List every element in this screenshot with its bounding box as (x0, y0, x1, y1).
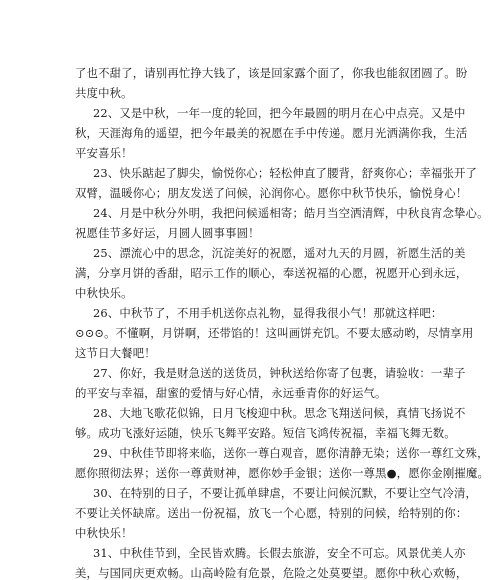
paragraph-31-line: 31、中秋佳节到，全民皆欢腾。长假去旅游，安全不可忘。风景优美人亦 (93, 546, 466, 560)
text-line: 不要让关怀缺席。送出一份祝福，放飞一个心愿，特别的问候，给特别的你： (75, 506, 468, 520)
paragraph-28-line: 28、大地飞歌花似锦，日月飞梭迎中秋。思念飞翔送问候，真情飞扬说不 (93, 406, 466, 420)
text-line: 平安喜乐！ (75, 146, 133, 160)
text-line: 这节日大餐吧！ (75, 346, 156, 360)
text-line: 共度中秋。 (75, 86, 133, 100)
text-line: 祝愿佳节多好运，月圆人圆事事圆！ (75, 226, 260, 240)
paragraph-22-line: 22、又是中秋，一年一度的轮回，把今年最圆的明月在心中点亮。又是中 (93, 106, 466, 120)
text-line: 了也不甜了，请别再忙挣大钱了，该是回家露个面了，你我也能叙团圆了。盼 (75, 66, 468, 80)
paragraph-23-line: 23、快乐踮起了脚尖，愉悦你心；轻松伸直了腰背，舒爽你心；幸福张开了 (93, 166, 478, 180)
text-line: 的平安与幸福，甜蜜的爱情与好心情，永远垂青你的好运气。 (75, 386, 387, 400)
text-line: 中秋快乐。 (75, 286, 133, 300)
paragraph-27-line: 27、你好，我是财急送的送货员，钟秋送给你寄了包裹，请验收：一辈子 (93, 366, 466, 380)
text-line: 够。成功飞涨好运随，快乐飞舞平安路。短信飞鸿传祝福，幸福飞舞无数。 (75, 426, 456, 440)
paragraph-25-line: 25、漂流心中的思念，沉淀美好的祝愿，遥对九天的月圆，祈愿生活的美 (93, 246, 466, 260)
paragraph-30-line: 30、在特别的日子，不要让孤单肆虐，不要让问候沉默，不要让空气冷清， (93, 486, 478, 500)
paragraph-29-line: 29、中秋佳节即将来临，送你一尊白观音，愿你清静无染；送你一尊红文殊， (93, 446, 489, 460)
text-line: 美，与国同庆更欢畅。山高岭险有危景，危险之处莫要望。愿你中秋心欢畅， (75, 566, 468, 580)
text-line: 愿你照彻法界；送你一尊黄财神，愿你妙手金银；送你一尊黑●，愿你金刚摧魔。 (75, 466, 490, 480)
paragraph-26-line: 26、中秋节了，不用手机送你点礼物，显得我很小气！那就这样吧： (93, 306, 443, 320)
text-line: 中秋快乐！ (75, 526, 133, 540)
text-line: 秋，天涯海角的遥望，把今年最美的祝愿在手中传递。愿月光洒满你我，生活 (75, 126, 468, 140)
text-line: ⊙⊙⊙。不懂啊，月饼啊，还带馅的！这叫画饼充饥。不要太感动哟，尽情享用 (75, 326, 474, 340)
text-line: 双臂，温暖你心；朋友发送了问候，沁润你心。愿你中秋节快乐，愉悦身心！ (75, 186, 468, 200)
text-line: 满，分享月饼的香甜，昭示工作的顺心，奉送祝福的心愿，祝愿开心到永远， (75, 266, 468, 280)
paragraph-24-line: 24、月是中秋分外明，我把问候遥相寄；皓月当空洒清辉，中秋良宵念挚心。 (93, 206, 489, 220)
